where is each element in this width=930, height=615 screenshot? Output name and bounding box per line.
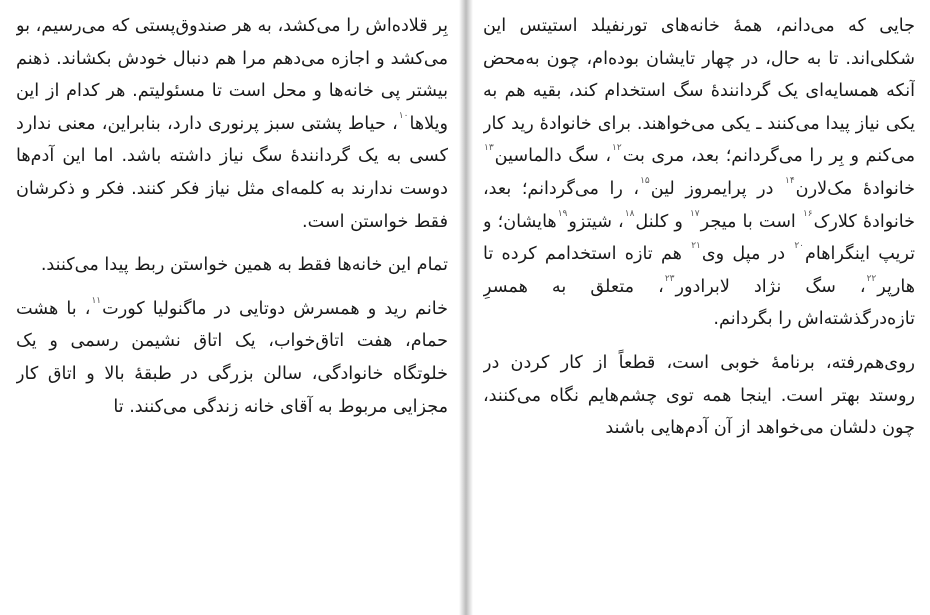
text-segment: بِر قلاده‌اش را می‌کشد، به هر صندوق‌پستی که می‌رسیم، بو می‌کشد و اجازه می‌دهم مرا هم دنبال خودش بکشاند. ذهنم بیشتر پی خانه‌ها و محل است تا مسئولیتم. هر کدام از این ویلاها <box>16 16 448 134</box>
paragraph <box>16 249 448 282</box>
footnote-marker: ۲۳ <box>664 273 675 284</box>
footnote-marker: ۲۲ <box>866 273 877 284</box>
footnote-marker: ۱۸ <box>624 208 635 219</box>
text-segment: روی‌هم‌رفته، برنامهٔ خوبی است، قطعاً از کار کردن در روستد بهتر است. اینجا همه توی چشم‌هایم نگاه می‌کنند، چون دلشان می‌خواهد از آن آدم‌هایی باشند <box>483 352 915 439</box>
text-segment: در پرایمروز لین <box>650 178 784 199</box>
text-segment: جایی که می‌دانم، همهٔ خانه‌های تورنفیلد استیتس این شکلی‌اند. تا به حال، در چهار تایشان بوده‌ام، چون به‌محض آنکه همسایه‌ای یک گرداننده‌ٔ سگ استخدام کند، بقیه هم به یکی نیاز پیدا می‌کنند ـ یکی می‌خواهند. برای خانوادهٔ رید کار می‌کنم و بِر را می‌گردانم؛ بعد، مری بت <box>483 16 915 167</box>
paragraph <box>483 10 915 336</box>
text-segment: ، شیتزو <box>568 211 624 232</box>
text-segment: خانوادهٔ مک‌لارن <box>795 178 915 199</box>
text-segment: ، متعلق به همسرِ تازه‌درگذشته‌اش را بگردانم. <box>483 276 915 330</box>
text-segment: ، سگ دالماسین <box>494 146 612 167</box>
footnote-marker: ۱۶ <box>802 208 813 219</box>
text-segment: خانم رید و همسرش دوتایی در ماگنولیا کورت <box>102 298 448 319</box>
right-page <box>483 10 915 615</box>
footnote-marker: ۲۱ <box>691 241 701 252</box>
text-segment: است با میجر <box>700 211 802 232</box>
text-segment: و کلنل <box>635 211 689 232</box>
text-segment: ، حیاط پشتی سبز پرنوری دارد، بنابراین، معنی ندارد کسی به یک گرداننده‌ٔ سگ نیاز داشته باشد. اما این آدم‌ها دوست ندارند به کلمه‌ای مثل نیاز فکر کنند. فکر و ذکرشان فقط خواستن است. <box>16 113 448 232</box>
footnote-marker: ۱۲ <box>612 143 622 154</box>
footnote-marker: ۱۴ <box>785 175 795 186</box>
footnote-marker: ۱۹ <box>557 208 568 219</box>
paragraph <box>16 293 448 423</box>
paragraph <box>483 347 915 445</box>
text-segment: تمام این خانه‌ها فقط به همین خواستن ربط پیدا می‌کنند. <box>40 255 448 276</box>
left-page <box>16 10 448 615</box>
footnote-marker: ۱۰ <box>398 110 409 121</box>
text-segment: هایشان؛ و تریپ اینگراهام <box>483 211 915 265</box>
text-segment: ، را می‌گردانم؛ بعد، خانوادهٔ کلارک <box>483 178 915 232</box>
footnote-marker: ۱۵ <box>640 175 650 186</box>
text-segment: هم تازه استخدامم کرده تا هارپر <box>483 244 915 297</box>
text-segment: ، با هشت حمام، هفت اتاق‌خواب، یک اتاق نشیمن رسمی و یک خلوتگاه خانوادگی، سالن بزرگی در طبقه‌ٔ بالا و اتاق کار مجزایی مربوط به آقای خانه زندگی می‌کنند. تا <box>16 298 448 417</box>
paragraph <box>16 10 448 238</box>
footnote-marker: ۱۳ <box>484 143 494 154</box>
footnote-marker: ۱۷ <box>689 208 700 219</box>
footnote-marker: ۲۰ <box>794 241 805 252</box>
text-segment: در مپل وی <box>701 244 794 265</box>
page-gutter <box>459 0 473 615</box>
text-segment: ، سگ نژاد لابرادور <box>675 276 866 297</box>
footnote-marker: ۱۱ <box>91 295 102 306</box>
